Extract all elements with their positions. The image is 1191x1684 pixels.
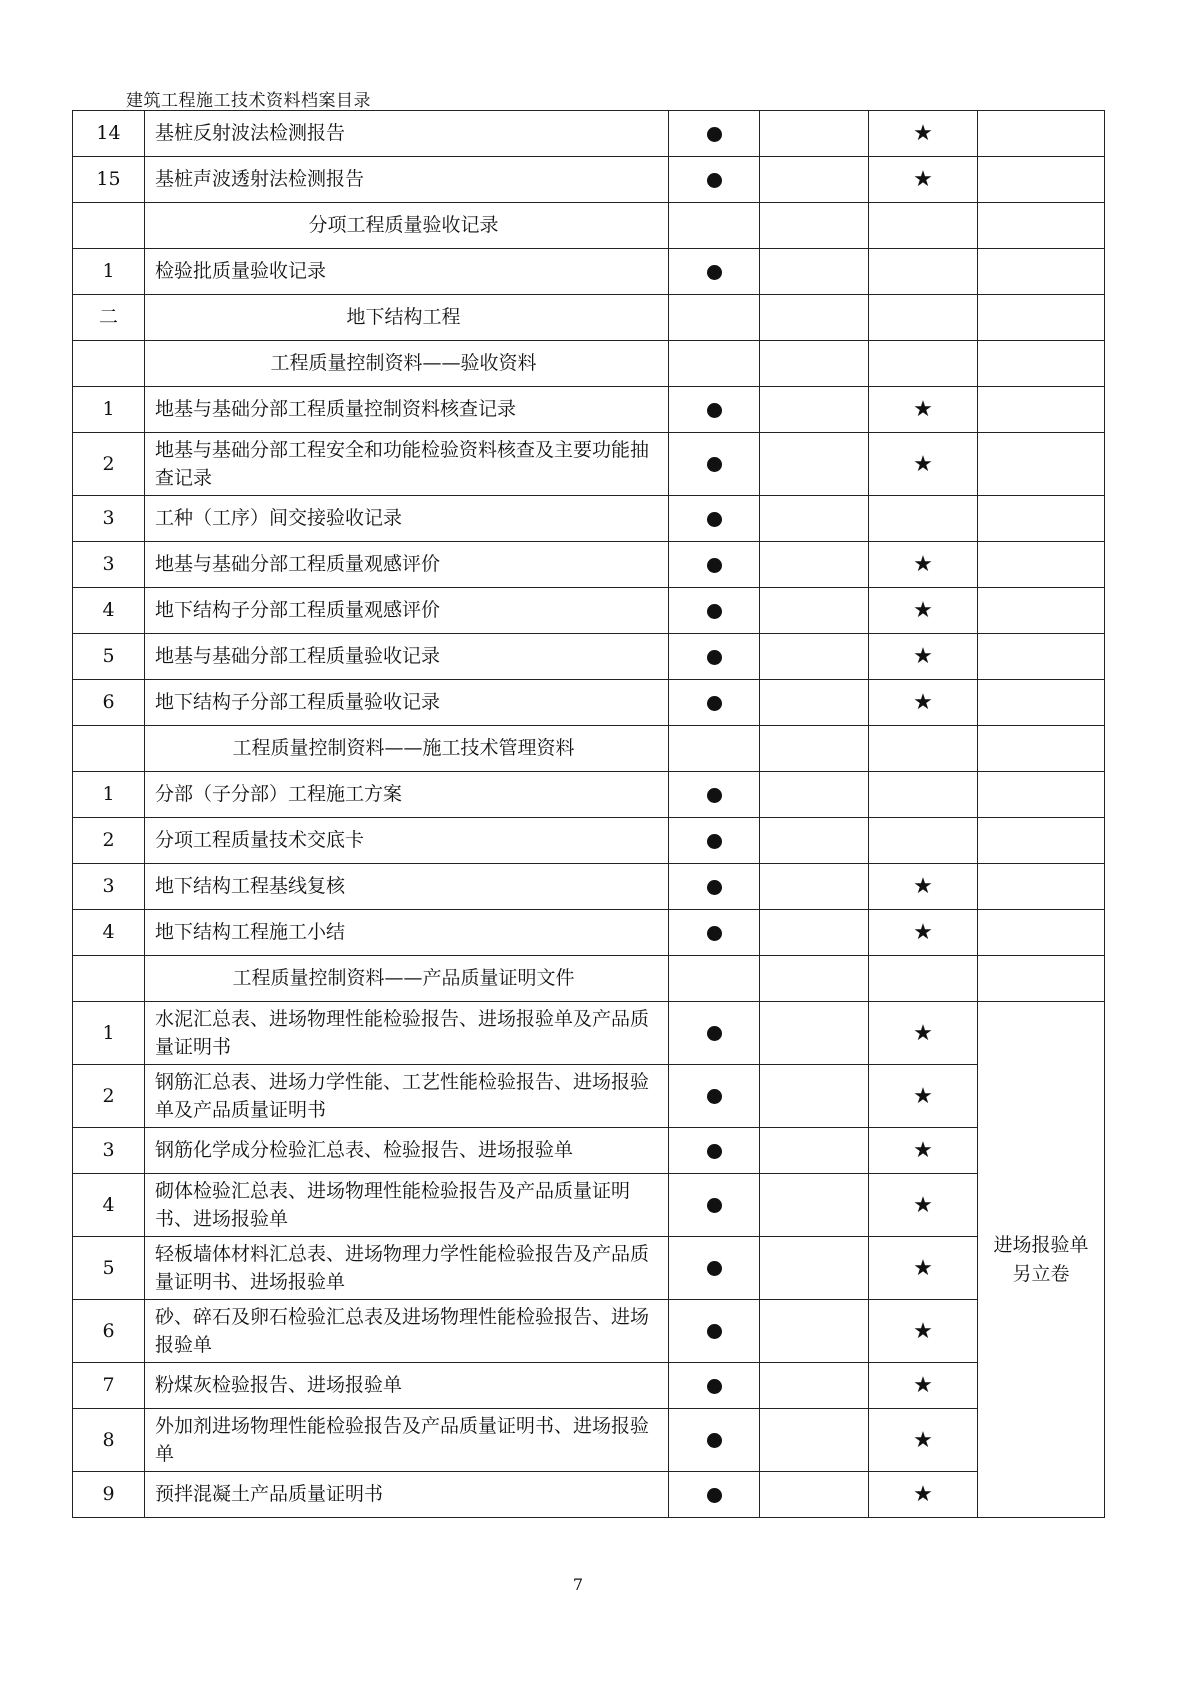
row-number: 3: [73, 864, 145, 910]
item-name: 检验批质量验收记录: [145, 249, 669, 295]
dot-cell: [669, 1472, 760, 1518]
blank-cell: [760, 1237, 869, 1300]
item-name: 地下结构工程基线复核: [145, 864, 669, 910]
remark-cell: [978, 634, 1105, 680]
filled-circle-icon: [707, 1324, 722, 1339]
blank-cell: [760, 1174, 869, 1237]
star-cell: [869, 1174, 978, 1237]
row-number: 9: [73, 1472, 145, 1518]
star-icon: ★: [913, 690, 933, 716]
row-number: [73, 341, 145, 387]
blank-cell: [760, 726, 869, 772]
dot-cell: [669, 1128, 760, 1174]
item-name: 钢筋汇总表、进场力学性能、工艺性能检验报告、进场报验单及产品质量证明书: [145, 1065, 669, 1128]
star-cell: [869, 1237, 978, 1300]
star-cell: [869, 588, 978, 634]
dot-cell: [669, 1363, 760, 1409]
blank-cell: [760, 542, 869, 588]
star-cell: [869, 496, 978, 542]
blank-cell: [760, 249, 869, 295]
star-icon: ★: [913, 1138, 933, 1164]
dot-cell: [669, 588, 760, 634]
table-row: [73, 249, 1105, 295]
item-name: 地下结构子分部工程质量观感评价: [145, 588, 669, 634]
section-title: 工程质量控制资料——施工技术管理资料: [145, 726, 669, 772]
table-row: [73, 634, 1105, 680]
dot-cell: [669, 1065, 760, 1128]
blank-cell: [760, 818, 869, 864]
blank-cell: [760, 634, 869, 680]
dot-cell: [669, 772, 760, 818]
star-cell: [869, 1065, 978, 1128]
remark-merged-cell: [978, 1002, 1105, 1518]
star-icon: ★: [913, 1192, 933, 1218]
item-name: 地基与基础分部工程质量控制资料核查记录: [145, 387, 669, 433]
dot-cell: [669, 496, 760, 542]
row-number: 3: [73, 496, 145, 542]
star-icon: ★: [913, 1482, 933, 1508]
blank-cell: [760, 680, 869, 726]
section-title: 工程质量控制资料——验收资料: [145, 341, 669, 387]
section-row: [73, 203, 1105, 249]
filled-circle-icon: [707, 650, 722, 665]
item-name: 粉煤灰检验报告、进场报验单: [145, 1363, 669, 1409]
blank-cell: [760, 1002, 869, 1065]
filled-circle-icon: [707, 1433, 722, 1448]
remark-cell: [978, 249, 1105, 295]
row-number: 4: [73, 588, 145, 634]
row-number: 5: [73, 1237, 145, 1300]
item-name: 砌体检验汇总表、进场物理性能检验报告及产品质量证明书、进场报验单: [145, 1174, 669, 1237]
blank-cell: [760, 772, 869, 818]
row-number: 8: [73, 1409, 145, 1472]
filled-circle-icon: [707, 880, 722, 895]
star-icon: ★: [913, 1083, 933, 1109]
remark-cell: [978, 157, 1105, 203]
table-row: [73, 1409, 1105, 1472]
star-cell: [869, 1002, 978, 1065]
filled-circle-icon: [707, 696, 722, 711]
section-row: [73, 956, 1105, 1002]
dot-cell: [669, 864, 760, 910]
dot-cell: [669, 680, 760, 726]
star-cell: [869, 680, 978, 726]
blank-cell: [760, 496, 869, 542]
item-name: 分项工程质量技术交底卡: [145, 818, 669, 864]
table-row: [73, 1174, 1105, 1237]
dot-cell: [669, 910, 760, 956]
star-cell: [869, 864, 978, 910]
remark-cell: [978, 295, 1105, 341]
item-name: 分部（子分部）工程施工方案: [145, 772, 669, 818]
table-row: [73, 1128, 1105, 1174]
row-number: [73, 726, 145, 772]
star-cell: [869, 818, 978, 864]
section-title: 地下结构工程: [145, 295, 669, 341]
row-number: 14: [73, 111, 145, 157]
star-cell: [869, 111, 978, 157]
star-cell: [869, 1300, 978, 1363]
remark-cell: [978, 433, 1105, 496]
row-number: 2: [73, 1065, 145, 1128]
item-name: 地下结构工程施工小结: [145, 910, 669, 956]
star-cell: [869, 956, 978, 1002]
dot-cell: [669, 1237, 760, 1300]
dot-cell: [669, 1002, 760, 1065]
row-number: 4: [73, 1174, 145, 1237]
star-cell: [869, 157, 978, 203]
item-name: 工种（工序）间交接验收记录: [145, 496, 669, 542]
table-row: [73, 387, 1105, 433]
table-row: [73, 111, 1105, 157]
blank-cell: [760, 341, 869, 387]
remark-cell: [978, 387, 1105, 433]
item-name: 砂、碎石及卵石检验汇总表及进场物理性能检验报告、进场报验单: [145, 1300, 669, 1363]
filled-circle-icon: [707, 173, 722, 188]
table-row: [73, 1237, 1105, 1300]
dot-cell: [669, 1174, 760, 1237]
remark-cell: [978, 726, 1105, 772]
blank-cell: [760, 588, 869, 634]
dot-cell: [669, 387, 760, 433]
blank-cell: [760, 1065, 869, 1128]
star-icon: ★: [913, 397, 933, 423]
row-number: 4: [73, 910, 145, 956]
filled-circle-icon: [707, 604, 722, 619]
star-cell: [869, 910, 978, 956]
row-number: [73, 203, 145, 249]
star-cell: [869, 1363, 978, 1409]
table-row: [73, 1363, 1105, 1409]
item-name: 基桩反射波法检测报告: [145, 111, 669, 157]
item-name: 钢筋化学成分检验汇总表、检验报告、进场报验单: [145, 1128, 669, 1174]
star-icon: ★: [913, 598, 933, 624]
table-row: [73, 588, 1105, 634]
dot-cell: [669, 726, 760, 772]
star-icon: ★: [913, 644, 933, 670]
remark-line-1: 进场报验单: [993, 1234, 1089, 1256]
star-cell: [869, 1472, 978, 1518]
blank-cell: [760, 1363, 869, 1409]
section-title: 分项工程质量验收记录: [145, 203, 669, 249]
filled-circle-icon: [707, 1144, 722, 1159]
item-name: 地基与基础分部工程质量验收记录: [145, 634, 669, 680]
star-icon: ★: [913, 874, 933, 900]
section-title: 工程质量控制资料——产品质量证明文件: [145, 956, 669, 1002]
filled-circle-icon: [707, 558, 722, 573]
table-row: [73, 1065, 1105, 1128]
dot-cell: [669, 956, 760, 1002]
blank-cell: [760, 864, 869, 910]
remark-cell: [978, 864, 1105, 910]
blank-cell: [760, 1128, 869, 1174]
item-name: 外加剂进场物理性能检验报告及产品质量证明书、进场报验单: [145, 1409, 669, 1472]
page-number: 7: [572, 1575, 584, 1594]
filled-circle-icon: [707, 1198, 722, 1213]
remark-cell: [978, 341, 1105, 387]
filled-circle-icon: [707, 457, 722, 472]
remark-line-2: 另立卷: [1012, 1262, 1070, 1285]
dot-cell: [669, 249, 760, 295]
blank-cell: [760, 1409, 869, 1472]
filled-circle-icon: [707, 1488, 722, 1503]
row-number: 3: [73, 542, 145, 588]
filled-circle-icon: [707, 403, 722, 418]
star-cell: [869, 249, 978, 295]
star-icon: ★: [913, 552, 933, 578]
item-name: 水泥汇总表、进场物理性能检验报告、进场报验单及产品质量证明书: [145, 1002, 669, 1065]
item-name: 预拌混凝土产品质量证明书: [145, 1472, 669, 1518]
table-row: [73, 1002, 1105, 1065]
filled-circle-icon: [707, 265, 722, 280]
remark-cell: [978, 772, 1105, 818]
remark-cell: [978, 956, 1105, 1002]
row-number: 1: [73, 387, 145, 433]
star-cell: [869, 433, 978, 496]
star-icon: ★: [913, 451, 933, 477]
row-number: 2: [73, 818, 145, 864]
row-number: [73, 956, 145, 1002]
remark-cell: [978, 111, 1105, 157]
row-number: 5: [73, 634, 145, 680]
blank-cell: [760, 1472, 869, 1518]
table-row: [73, 1472, 1105, 1518]
dot-cell: [669, 203, 760, 249]
running-header-title: 建筑工程施工技术资料档案目录: [126, 91, 371, 111]
dot-cell: [669, 1409, 760, 1472]
blank-cell: [760, 203, 869, 249]
row-number: 1: [73, 249, 145, 295]
star-icon: ★: [913, 1020, 933, 1046]
filled-circle-icon: [707, 788, 722, 803]
row-number: 1: [73, 772, 145, 818]
remark-cell: [978, 680, 1105, 726]
row-number: 3: [73, 1128, 145, 1174]
blank-cell: [760, 157, 869, 203]
table-row: [73, 496, 1105, 542]
section-row: [73, 726, 1105, 772]
star-icon: ★: [913, 121, 933, 147]
row-number: 2: [73, 433, 145, 496]
star-cell: [869, 1409, 978, 1472]
remark-cell: [978, 203, 1105, 249]
star-icon: ★: [913, 920, 933, 946]
remark-cell: [978, 910, 1105, 956]
blank-cell: [760, 111, 869, 157]
table-row: [73, 772, 1105, 818]
table-row: [73, 542, 1105, 588]
item-name: 地基与基础分部工程质量观感评价: [145, 542, 669, 588]
star-icon: ★: [913, 167, 933, 193]
blank-cell: [760, 956, 869, 1002]
dot-cell: [669, 1300, 760, 1363]
dot-cell: [669, 341, 760, 387]
filled-circle-icon: [707, 512, 722, 527]
catalog-table-body: [73, 111, 1105, 1518]
row-number: 6: [73, 1300, 145, 1363]
table-row: [73, 157, 1105, 203]
dot-cell: [669, 433, 760, 496]
remark-cell: [978, 818, 1105, 864]
star-icon: ★: [913, 1427, 933, 1453]
table-row: [73, 680, 1105, 726]
row-number: 7: [73, 1363, 145, 1409]
star-icon: ★: [913, 1318, 933, 1344]
dot-cell: [669, 111, 760, 157]
star-cell: [869, 387, 978, 433]
filled-circle-icon: [707, 1379, 722, 1394]
filled-circle-icon: [707, 127, 722, 142]
catalog-table: [72, 110, 1105, 1518]
table-row: [73, 818, 1105, 864]
blank-cell: [760, 910, 869, 956]
remark-cell: [978, 588, 1105, 634]
section-row: [73, 295, 1105, 341]
dot-cell: [669, 542, 760, 588]
dot-cell: [669, 295, 760, 341]
blank-cell: [760, 1300, 869, 1363]
row-number: 6: [73, 680, 145, 726]
star-cell: [869, 542, 978, 588]
star-cell: [869, 295, 978, 341]
row-number: 二: [73, 295, 145, 341]
blank-cell: [760, 295, 869, 341]
row-number: 15: [73, 157, 145, 203]
dot-cell: [669, 818, 760, 864]
dot-cell: [669, 634, 760, 680]
blank-cell: [760, 433, 869, 496]
table-row: [73, 433, 1105, 496]
dot-cell: [669, 157, 760, 203]
filled-circle-icon: [707, 926, 722, 941]
item-name: 轻板墙体材料汇总表、进场物理力学性能检验报告及产品质量证明书、进场报验单: [145, 1237, 669, 1300]
remark-cell: [978, 496, 1105, 542]
filled-circle-icon: [707, 834, 722, 849]
filled-circle-icon: [707, 1089, 722, 1104]
item-name: 基桩声波透射法检测报告: [145, 157, 669, 203]
row-number: 1: [73, 1002, 145, 1065]
star-cell: [869, 772, 978, 818]
star-cell: [869, 1128, 978, 1174]
star-cell: [869, 634, 978, 680]
star-cell: [869, 203, 978, 249]
blank-cell: [760, 387, 869, 433]
filled-circle-icon: [707, 1026, 722, 1041]
star-cell: [869, 341, 978, 387]
item-name: 地基与基础分部工程安全和功能检验资料核查及主要功能抽查记录: [145, 433, 669, 496]
item-name: 地下结构子分部工程质量验收记录: [145, 680, 669, 726]
table-row: [73, 864, 1105, 910]
filled-circle-icon: [707, 1261, 722, 1276]
star-cell: [869, 726, 978, 772]
table-row: [73, 1300, 1105, 1363]
star-icon: ★: [913, 1255, 933, 1281]
table-row: [73, 910, 1105, 956]
section-row: [73, 341, 1105, 387]
star-icon: ★: [913, 1373, 933, 1399]
remark-cell: [978, 542, 1105, 588]
